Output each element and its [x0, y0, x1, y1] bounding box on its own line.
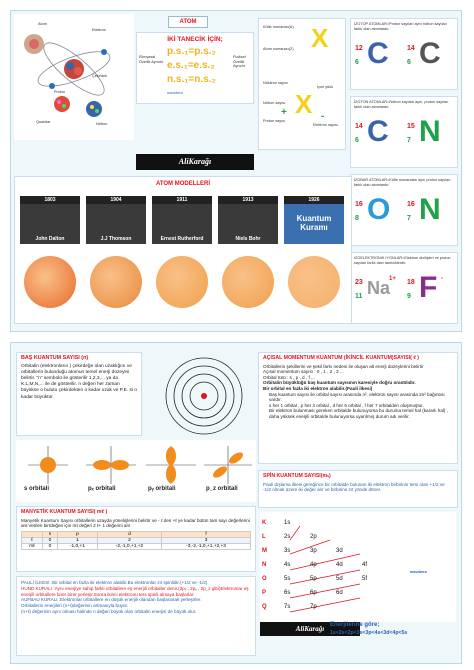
- model-name: Niels Bohr: [235, 236, 261, 242]
- model-sphere: [288, 256, 340, 308]
- pauli-line: (n+ℓ) değerinin aynı olması halinde n değeri büyük olan orbitalin enerjisi de büyük olur.: [21, 608, 197, 614]
- model-card: [218, 196, 278, 320]
- iso-charge: 1+: [389, 276, 396, 282]
- acisal-lines: [263, 364, 453, 420]
- orbital-cell: 7s: [284, 604, 291, 610]
- iso-atomic: 6: [355, 59, 359, 66]
- iso-symbol: Na: [367, 278, 391, 298]
- iso-symbol: C: [367, 37, 389, 70]
- model-year: 1911: [152, 196, 212, 204]
- energy-title: Enerjilerine göre;: [330, 622, 380, 628]
- ml-cell: -2,-1,0,+1,+2: [97, 543, 161, 549]
- acisal-line: Baş kuantum sayısı ile orbital sayısı arasında n², elektron sayısı arasında 2n² bağıntısı vardır.: [269, 391, 445, 403]
- model-sphere: [24, 256, 76, 308]
- model-name: John Dalton: [35, 236, 65, 242]
- iso-box: [350, 174, 458, 246]
- model-card: [86, 196, 146, 320]
- orbital-label: p_z orbitali: [206, 486, 238, 492]
- pauli-lines: [21, 580, 251, 615]
- atom-label-electron: Elektron: [92, 28, 106, 32]
- orbital-cell: 6d: [336, 590, 343, 596]
- model-name: Kuantum Kuramı: [296, 214, 332, 232]
- iso-atomic: 9: [407, 293, 411, 300]
- orbital-cell: 5f: [362, 576, 368, 582]
- x-symbol-top: X: [311, 23, 329, 53]
- manyetik-box: [16, 506, 256, 572]
- iso-mass: 12: [355, 45, 363, 52]
- orbital-cell: 2p: [310, 534, 317, 540]
- iso-title: İZOTOP ATOMLAR=Proton sayıları aynı nötron sayıları farklı olan atomlardır.: [354, 22, 447, 31]
- minus-sign: -: [321, 111, 325, 122]
- ml-cell: s: [42, 531, 57, 537]
- orbital-cell: 1s: [284, 520, 291, 526]
- tanecik-eq3: n.s.₁=n.s.₂: [167, 74, 216, 85]
- orbital-cell: 6s: [284, 590, 291, 596]
- iso-symbol: C: [419, 37, 441, 70]
- manyetik-text: Manyetik Kuantum Sayısı orbitallerin uzayda yönelişlerini belirtir ve - ℓ den +ℓ ye kadar bütün tam sayı değerlerini alır.Verilen birℓdeğeri için mℓ değeri 2 ℓ+ 1 değerini alır: [21, 517, 250, 529]
- iso-atomic: 7: [407, 215, 411, 222]
- iso-mass: 18: [407, 279, 415, 286]
- iso-mass: 16: [355, 201, 363, 208]
- ml-cell: 2: [97, 537, 161, 543]
- model-portrait: [218, 204, 278, 244]
- model-year: 1913: [218, 196, 278, 204]
- iso-mass: 16: [407, 201, 415, 208]
- acisal-line: Bir elektron bulunması gereken orbitalde bulunuyorsa bu duruma temel hal (kararlı hal) , daha yüksek enerjili orbitalde bulunuyorsa uyarılmış durum adı verilir.: [269, 408, 448, 419]
- tanecik-title: İKİ TANECİK İÇİN;: [167, 36, 223, 43]
- ml-cell: 1: [58, 537, 98, 543]
- orbital-cell: 4p: [310, 562, 317, 568]
- atom-image: [14, 14, 134, 140]
- iso-symbol: O: [367, 193, 391, 226]
- bottom-signature: AliKarağı: [260, 622, 360, 636]
- ml-cell: mℓ: [22, 543, 43, 549]
- model-portrait: [284, 204, 344, 244]
- proton-label: Proton sayısı: [263, 119, 286, 123]
- shell-label: K: [262, 520, 267, 526]
- tanecik-right-note: Fiziksel Özellik Aynıdır.: [233, 55, 246, 69]
- energy-order: 1s<2s<2p<3s<3p<4s<3d<4p<5s: [330, 630, 408, 636]
- acisal-line: s her 1 orbital , p her 3 orbital , d her 5 orbital , f her 7 orbitalden oluşmuştur.: [269, 402, 424, 408]
- iso-symbol: C: [367, 115, 389, 148]
- iso-symbol: F: [419, 271, 438, 304]
- notron-label: Nötron sayısı: [263, 101, 286, 105]
- ml-cell: 3: [162, 537, 251, 543]
- acisal-line: Bir orbital en fazla iki elektron alabilir.(Pauli ilkesi): [263, 385, 373, 391]
- orbital-cell: 3p: [310, 548, 317, 554]
- atom-label-atom: Atom: [38, 22, 47, 26]
- iso-charge: -: [441, 276, 443, 282]
- bas-box: [16, 352, 142, 436]
- iso-symbol: N: [419, 193, 441, 226]
- iso-atomic: 7: [407, 137, 411, 144]
- models-title: ATOM MODELLERİ: [155, 181, 211, 187]
- atom-illustration: [14, 14, 134, 140]
- ml-cell: p: [58, 531, 98, 537]
- model-name: Ernest Rutherford: [160, 236, 204, 242]
- ml-cell: 0: [42, 537, 57, 543]
- iso-title: İZOTON ATOMLAR=Nötron sayıları aynı, proton sayıları farklı olan atomlardır.: [354, 100, 449, 109]
- ml-cell: 0: [42, 543, 57, 549]
- pauli-box: [16, 576, 256, 656]
- spin-text: Pauli dışlama ilkesi gereğince bir orbitalde bulunan iki elektron birbirinin tersi olan +1/2 ve -1/2 olmak üzere iki değer alır ve birbirine zıt yönde döner.: [263, 481, 445, 493]
- atom-title: ATOM: [179, 19, 197, 25]
- iso-atomic: 11: [355, 293, 363, 300]
- iso-title: İZOELEKTRONİK İYONLAR=Elektron dizilişleri ve proton sayıları farklı olan taneciklerdir.: [354, 256, 451, 265]
- iso-mass: 14: [355, 123, 363, 130]
- shell-label: P: [262, 590, 267, 596]
- model-card: [152, 196, 212, 320]
- iso-symbol: N: [419, 115, 441, 148]
- bas-title: BAŞ KUANTUM SAYISI (n): [21, 355, 89, 361]
- model-card: [20, 196, 80, 320]
- spin-box: [258, 470, 458, 508]
- ml-cell: -1,0,+1: [58, 543, 98, 549]
- electron-label: Elektron sayısı: [313, 123, 338, 127]
- tanecik-eq2: e.s.₁=e.s.₂: [167, 60, 215, 71]
- model-year: 1926: [284, 196, 344, 204]
- orbital-label: pᵧ orbitali: [148, 486, 176, 492]
- iso-box: [350, 18, 458, 90]
- pauli-line: PAULİ İLKESİ :Bir orbital en fazla iki elektron alabilir.Bu elektronlar zıt spinlidir.(+1/2 ve -1/2): [21, 580, 208, 585]
- model-year: 1803: [20, 196, 80, 204]
- plus-sign: +: [281, 107, 287, 118]
- acisal-line: Orbitallerin şekillerini ve şekil farkı nedeni ile oluşan alt enerji düzeylerini belirtir: [263, 363, 424, 369]
- spin-title: SPİN KUANTUM SAYISI(mₛ): [263, 473, 331, 479]
- manyetik-title: MANYETİK KUANTUM SAYISI( mℓ ): [21, 509, 108, 515]
- atom-label-nucleus: Çekirdek: [92, 74, 107, 78]
- x-symbol-bottom: X: [295, 89, 313, 119]
- atom-number-label: Atom numarası(Z): [263, 47, 294, 51]
- pauli-line: HUND KURALI :Aynı enerjiye sahip farklı orbitallere eş enerjili orbitaller denir.(2pₓ , 2pᵧ , 2p_z gibi)Elektronlar eş enerjili orbitallere birer birer yerleşir.Sonra ikinci elektronu ters spinli almaya başlarlar.: [21, 585, 249, 597]
- iso-mass: 23: [355, 279, 363, 286]
- orbital-cell: 6p: [310, 590, 317, 596]
- atom-label-proton: Proton: [54, 90, 66, 94]
- iso-mass: 14: [407, 45, 415, 52]
- acisal-title: AÇISAL MOMENTUM KUANTUM (İKİNCİL KUANTUM)SAYISI( ℓ ): [263, 355, 420, 361]
- shell-label: Q: [262, 604, 267, 610]
- iyon-label: İyon yükü: [317, 85, 334, 89]
- shell-label: N: [262, 562, 267, 568]
- orbital-cell: 4f: [362, 562, 368, 568]
- iso-atomic: 6: [355, 137, 359, 144]
- model-sphere: [156, 256, 208, 308]
- iso-atomic: 6: [407, 59, 411, 66]
- orbital-cell: 5s: [284, 576, 291, 582]
- tanecik-left-note: Elimyasal Özellik Aynıdır.: [139, 55, 165, 64]
- nucleon-label: Nükleon sayısı: [263, 81, 288, 85]
- tanecik-box: [136, 32, 254, 104]
- orbital-cell: 4d: [336, 562, 343, 568]
- shell-label: L: [262, 534, 266, 540]
- orbital-cell: 5d: [336, 576, 343, 582]
- bas-text: Orbitalin (elektronların ) çekirdeğe olan uzaklığını ve orbitallerin bulunduğu atomun temel enerji düzeyini belirtir. "n" sembolü ile gösterilir 1,2,3,... ya da K,L,M,N,... ile de gösterilir. n değeri her zaman büyükse o bulutu çekirdekten o kadar uzak ve P.E. si o kadar büyüktür.: [21, 363, 137, 400]
- iso-mass: 15: [407, 123, 415, 130]
- orbital-cell: 7p: [310, 604, 317, 610]
- orbital-cell: 3d: [336, 548, 343, 554]
- ml-cell: ℓ: [22, 537, 43, 543]
- shells-diagram: [144, 352, 256, 438]
- shell-label: O: [262, 576, 267, 582]
- diagram-brand: mavidera: [410, 570, 427, 574]
- atom-label-neutron: Nötron: [96, 122, 108, 126]
- mass-label: Kütle numarası(A): [263, 25, 294, 29]
- acisal-line: Açısal momentum sayısı : 0 , 1 , 2 , 3 ...: [263, 369, 344, 375]
- model-portrait: [86, 204, 146, 244]
- iso-box: [350, 96, 458, 168]
- iso-title: İZOBAR ATOMLAR=Kütle numaraları aynı proton sayıları farklı olan atomlardır.: [354, 178, 451, 187]
- orbital-label: s orbitali: [24, 486, 50, 492]
- iso-box: [350, 252, 458, 324]
- acisal-line: Orbital türü : s , p , d , f ...: [263, 374, 315, 380]
- orbital-label: pₓ orbitali: [88, 486, 116, 492]
- atom-label-quark: Quarklar: [36, 120, 51, 124]
- ml-cell: -3,-2,-1,0,+1,+2,+3: [162, 543, 251, 549]
- orbitals-box: [16, 440, 256, 502]
- model-portrait: [152, 204, 212, 244]
- orbital-shapes: [16, 440, 256, 502]
- energy-diagram: [260, 512, 456, 622]
- model-name: J.J Thomson: [100, 236, 132, 242]
- pauli-line: Orbitallerin enerjileri (n+ℓ)değerinin artmasıyla büyür.: [21, 603, 129, 609]
- tanecik-eq1: p.s.₁=p.s.₂: [167, 46, 216, 57]
- ml-cell: d: [97, 531, 161, 537]
- pauli-line: AUFBAU KURALI :Elektronlar orbitallere en düşük enerjili olandan başlanarak yerleşirler.: [21, 597, 202, 603]
- atom-title-box: [168, 16, 208, 28]
- ml-cell: f: [162, 531, 251, 537]
- top-signature: AliKarağı: [136, 154, 254, 170]
- orbital-cell: 5p: [310, 576, 317, 582]
- tanecik-brand: mavidera: [167, 91, 183, 95]
- model-sphere: [90, 256, 142, 308]
- acisal-line: Orbitalin büyüklüğü baş kuantum sayısının karesiyle doğru orantılıdır.: [263, 380, 416, 386]
- orbital-cell: 3s: [284, 548, 291, 554]
- iso-atomic: 8: [355, 215, 359, 222]
- model-card: [284, 196, 344, 320]
- ml-table: [21, 531, 251, 550]
- model-portrait: [20, 204, 80, 244]
- model-sphere: [222, 256, 274, 308]
- ml-row: [22, 543, 251, 549]
- orbital-cell: 4s: [284, 562, 291, 568]
- acisal-box: [258, 352, 458, 464]
- model-year: 1904: [86, 196, 146, 204]
- energy-order-box: [330, 622, 456, 652]
- x-box: [258, 18, 346, 150]
- shell-label: M: [262, 548, 267, 554]
- orbital-cell: 2s: [284, 534, 291, 540]
